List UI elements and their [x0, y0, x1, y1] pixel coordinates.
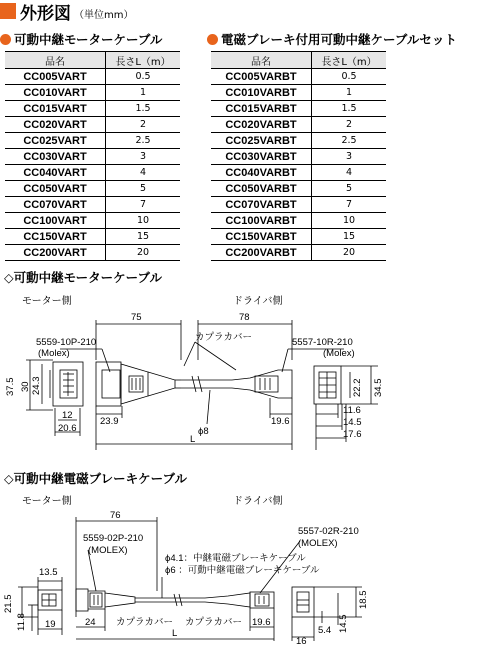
table-row — [211, 149, 386, 165]
product-name: CC030VARBT — [211, 149, 312, 165]
length-value: 7 — [312, 197, 387, 213]
coupler-cover-right: カプラカバー — [185, 617, 243, 628]
length-value: 0.5 — [106, 69, 181, 85]
conn-right-maker: (Molex) — [323, 348, 355, 359]
table-row — [5, 165, 180, 181]
table1-heading — [0, 30, 162, 48]
product-name: CC100VART — [5, 213, 106, 229]
orange-dot-icon — [0, 34, 11, 45]
table-row — [211, 101, 386, 117]
table2-heading — [207, 30, 457, 48]
diagram1-drawing — [0, 300, 496, 460]
length-value: 10 — [312, 213, 387, 229]
product-name: CC050VART — [5, 181, 106, 197]
table-row — [211, 245, 386, 261]
product-name: CC150VARBT — [211, 229, 312, 245]
conn-left-maker: (MOLEX) — [88, 545, 128, 556]
length-value: 2.5 — [106, 133, 181, 149]
length-value: 10 — [106, 213, 181, 229]
conn-left-part: 5559-10P-210 — [36, 337, 97, 348]
dim-13-5: 13.5 — [39, 567, 58, 578]
dim-12: 12 — [62, 410, 73, 421]
table-row — [5, 229, 180, 245]
diagram2-motor-side-label: モーター側 — [22, 496, 72, 507]
product-name: CC020VARBT — [211, 117, 312, 133]
length-value: 7 — [106, 197, 181, 213]
note-phi6: ϕ6 ：可動中継電磁ブレーキケーブル — [165, 565, 320, 576]
length-value: 15 — [312, 229, 387, 245]
dim-16: 16 — [296, 636, 307, 645]
dim-17-6: 17.6 — [343, 429, 362, 440]
table-row — [211, 165, 386, 181]
product-name: CC005VART — [5, 69, 106, 85]
product-name: CC200VARBT — [211, 245, 312, 261]
orange-dot-icon — [207, 34, 218, 45]
table-row — [211, 197, 386, 213]
dim-78: 78 — [239, 312, 250, 323]
table-row — [5, 117, 180, 133]
table-row — [5, 213, 180, 229]
spec-table-motor-cable — [5, 51, 180, 261]
dim-14-5: 14.5 — [343, 417, 362, 428]
product-name: CC040VART — [5, 165, 106, 181]
length-value: 20 — [106, 245, 181, 261]
length-value: 3 — [106, 149, 181, 165]
length-value: 1.5 — [312, 101, 387, 117]
dim-L: L — [190, 434, 196, 445]
table-row — [5, 101, 180, 117]
dim-L: L — [172, 628, 178, 639]
table-row — [211, 85, 386, 101]
page-title-row — [0, 0, 133, 22]
length-value: 4 — [106, 165, 181, 181]
table-row — [5, 85, 180, 101]
product-name: CC015VARBT — [211, 101, 312, 117]
dim-11-6: 11.6 — [343, 405, 361, 416]
diagram2-heading: ◇可動中継電磁ブレーキケーブル — [4, 471, 187, 486]
dim-23-9: 23.9 — [100, 416, 119, 427]
coupler-cover-label: カプラカバー — [195, 332, 253, 343]
length-value: 1.5 — [106, 101, 181, 117]
conn-right-part: 5557-10R-210 — [292, 337, 353, 348]
dim-24-3: 24.3 — [31, 376, 42, 395]
dim-14-5: 14.5 — [338, 614, 349, 633]
table-row — [211, 181, 386, 197]
table-row — [211, 69, 386, 85]
col-header-name: 品名 — [5, 52, 106, 69]
diagram2-driver-side-label: ドライバ側 — [233, 496, 283, 507]
product-name: CC020VART — [5, 117, 106, 133]
product-name: CC100VARBT — [211, 213, 312, 229]
product-name: CC070VART — [5, 197, 106, 213]
diagram1-driver-side-label: ドライバ側 — [233, 296, 283, 307]
table-row — [5, 69, 180, 85]
table-row — [5, 149, 180, 165]
table1-heading-text: 可動中継モーターケーブル — [14, 32, 163, 47]
product-name: CC200VART — [5, 245, 106, 261]
col-header-length: 長さL（m） — [106, 52, 181, 69]
product-name: CC070VARBT — [211, 197, 312, 213]
dim-phi8: ϕ8 — [198, 426, 209, 437]
product-name: CC015VART — [5, 101, 106, 117]
dim-18-5: 18.5 — [358, 590, 369, 609]
note-phi4-1: ϕ4.1：中継電磁ブレーキケーブル — [165, 553, 306, 564]
length-value: 1 — [106, 85, 181, 101]
table-row — [211, 117, 386, 133]
length-value: 20 — [312, 245, 387, 261]
conn-right-part: 5557-02R-210 — [298, 526, 359, 537]
product-name: CC025VARBT — [211, 133, 312, 149]
table2-heading-text: 電磁ブレーキ付用可動中継ケーブルセット — [221, 32, 457, 47]
product-name: CC025VART — [5, 133, 106, 149]
dim-75: 75 — [131, 312, 142, 323]
length-value: 2 — [312, 117, 387, 133]
dim-24: 24 — [85, 617, 96, 628]
dim-20-6: 20.6 — [58, 423, 77, 434]
col-header-length: 長さL（m） — [312, 52, 387, 69]
dim-5-4: 5.4 — [318, 625, 332, 636]
product-name: CC005VARBT — [211, 69, 312, 85]
dim-76: 76 — [110, 510, 121, 521]
table-row — [5, 245, 180, 261]
conn-left-maker: (Molex) — [38, 348, 70, 359]
coupler-cover-left: カプラカバー — [116, 617, 174, 628]
length-value: 0.5 — [312, 69, 387, 85]
product-name: CC010VART — [5, 85, 106, 101]
table-row — [211, 133, 386, 149]
length-value: 15 — [106, 229, 181, 245]
conn-right-maker: (MOLEX) — [298, 538, 338, 549]
table-row — [211, 213, 386, 229]
length-value: 1 — [312, 85, 387, 101]
diagram1-motor-side-label: モーター側 — [22, 296, 72, 307]
product-name: CC040VARBT — [211, 165, 312, 181]
dim-21-5: 21.5 — [3, 594, 14, 613]
dim-19-6: 19.6 — [271, 416, 290, 427]
length-value: 3 — [312, 149, 387, 165]
dim-19-6: 19.6 — [252, 617, 271, 628]
product-name: CC010VARBT — [211, 85, 312, 101]
table-row — [5, 197, 180, 213]
diagram1-heading: ◇可動中継モーターケーブル — [4, 270, 162, 285]
product-name: CC050VARBT — [211, 181, 312, 197]
table-row — [5, 133, 180, 149]
dim-37-5: 37.5 — [5, 377, 16, 396]
product-name: CC030VART — [5, 149, 106, 165]
unit-note: （単位mm） — [74, 9, 134, 21]
title-square-icon — [0, 3, 16, 19]
product-name: CC150VART — [5, 229, 106, 245]
dim-22-2: 22.2 — [352, 378, 363, 397]
spec-table-brake-cable — [211, 51, 386, 261]
length-value: 5 — [106, 181, 181, 197]
length-value: 2.5 — [312, 133, 387, 149]
length-value: 4 — [312, 165, 387, 181]
page-title: 外形図 — [20, 3, 71, 24]
col-header-name: 品名 — [211, 52, 312, 69]
diagram2-drawing — [0, 505, 496, 645]
table-row — [5, 181, 180, 197]
dim-11-8: 11.8 — [16, 613, 27, 631]
dim-19: 19 — [45, 619, 56, 630]
dim-30: 30 — [20, 381, 31, 392]
dim-34-5: 34.5 — [373, 378, 384, 397]
length-value: 5 — [312, 181, 387, 197]
conn-left-part: 5559-02P-210 — [83, 533, 144, 544]
table-row — [211, 229, 386, 245]
length-value: 2 — [106, 117, 181, 133]
